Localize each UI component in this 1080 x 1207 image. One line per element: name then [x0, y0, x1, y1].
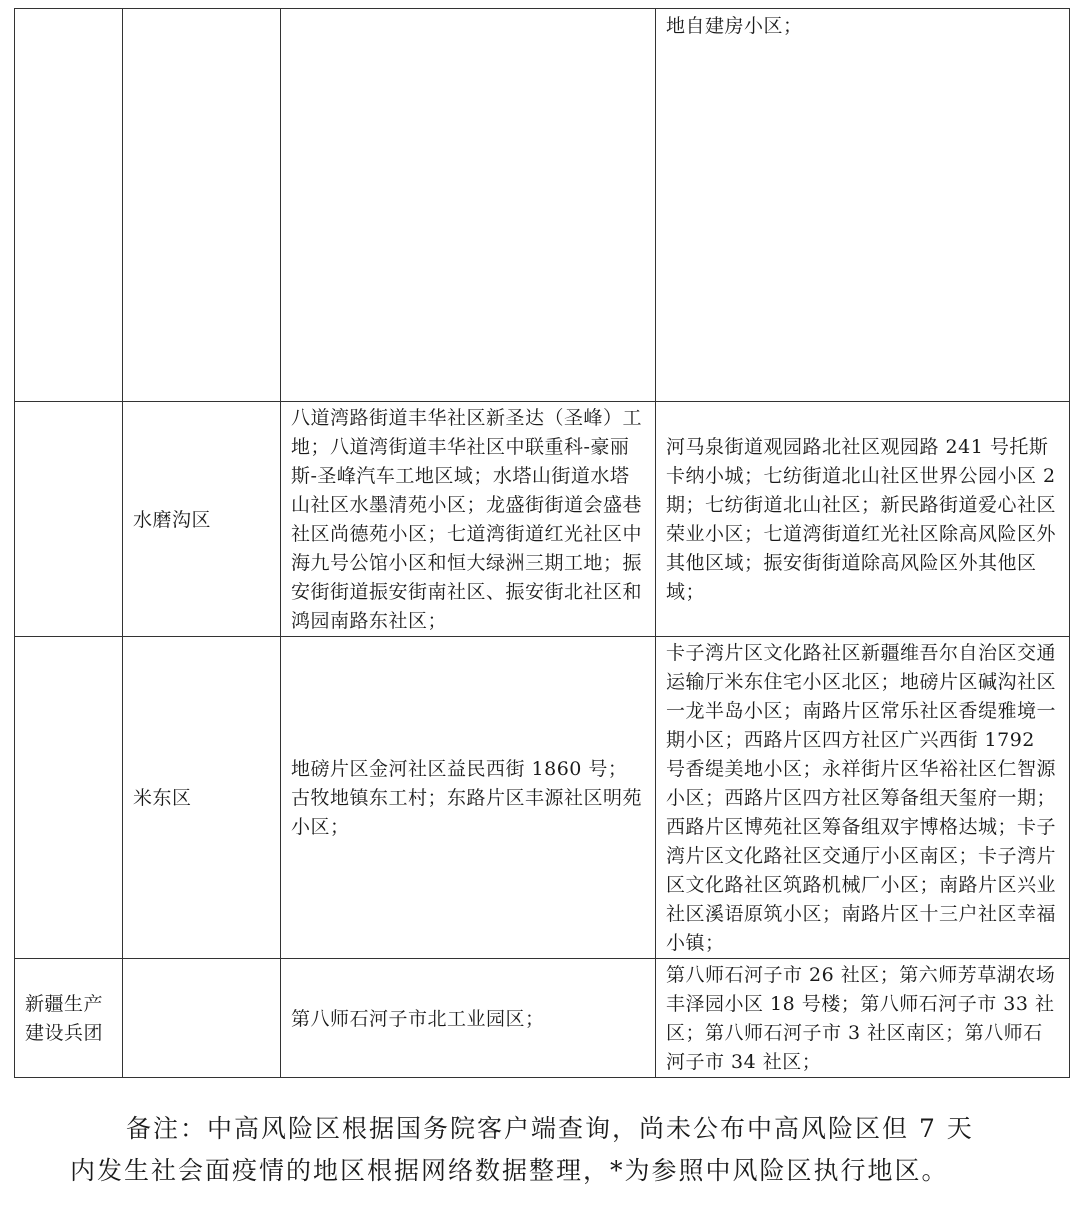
district-text [123, 9, 280, 11]
risk-area-table [14, 8, 1070, 1078]
region-text: 新疆生产建设兵团 [25, 993, 104, 1044]
mid-risk-cell [656, 959, 1070, 1078]
high-risk-text: 第八师石河子市北工业园区； [291, 1007, 545, 1030]
mid-risk-cell [656, 9, 1070, 402]
district-cell [123, 637, 281, 959]
mid-risk-text: 第八师石河子市 26 社区；第六师芳草湖农场丰泽园小区 18 号楼；第八师石河子市 33 社区；第八师石河子市 3 社区南区；第八师石河子市 34 社区； [666, 964, 1056, 1073]
mid-risk-cell [656, 402, 1070, 637]
region-cell [15, 637, 123, 959]
table-row [15, 9, 1070, 402]
high-risk-text: 八道湾路街道丰华社区新圣达（圣峰）工地；八道湾街道丰华社区中联重科-豪丽斯-圣峰汽车工地区域；水塔山街道水塔山社区水墨清苑小区；龙盛街街道会盛巷社区尚德苑小区；七道湾街道红光社区中海九号公馆小区和恒大绿洲三期工地；振安街街道振安街南社区、振安街北社区和鸿园南路东社区； [291, 407, 643, 632]
footnote-line-1: 备注：中高风险区根据国务院客户端查询，尚未公布中高风险区但 7 天 [126, 1114, 974, 1143]
risk-area-table-container [14, 8, 1069, 1078]
region-cell [15, 959, 123, 1078]
district-cell [123, 9, 281, 402]
district-cell [123, 959, 281, 1078]
region-text [15, 402, 122, 404]
high-risk-cell [281, 402, 656, 637]
region-text [15, 9, 122, 11]
footnote-line-2: 内发生社会面疫情的地区根据网络数据整理，*为参照中风险区执行地区。 [70, 1156, 949, 1185]
high-risk-text [281, 9, 655, 11]
district-cell [123, 402, 281, 637]
district-text: 水磨沟区 [133, 508, 212, 531]
footnote [70, 1108, 1030, 1192]
region-text [15, 637, 122, 639]
mid-risk-text: 河马泉街道观园路北社区观园路 241 号托斯卡纳小城；七纺街道北山社区世界公园小区 2 期；七纺街道北山社区；新民路街道爱心社区荣业小区；七道湾街道红光社区除高风险区外其他区域；振安街街道除高风险区外其他区域； [666, 436, 1057, 603]
high-risk-cell [281, 637, 656, 959]
mid-risk-cell [656, 637, 1070, 959]
high-risk-cell [281, 959, 656, 1078]
district-text: 米东区 [133, 787, 192, 809]
mid-risk-text: 地自建房小区； [666, 15, 803, 37]
table-row [15, 959, 1070, 1078]
region-cell [15, 402, 123, 637]
high-risk-cell [281, 9, 656, 402]
high-risk-text: 地磅片区金河社区益民西街 1860 号；古牧地镇东工村；东路片区丰源社区明苑小区； [291, 758, 643, 838]
region-cell [15, 9, 123, 402]
district-text [123, 1017, 280, 1019]
mid-risk-text: 卡子湾片区文化路社区新疆维吾尔自治区交通运输厅米东住宅小区北区；地磅片区碱沟社区一龙半岛小区；南路片区常乐社区香缇雅境一期小区；西路片区四方社区广兴西街 1792 号香缇美地小区；永祥街片区华裕社区仁智源小区；西路片区四方社区筹备组天玺府一期；西路片区博苑社区筹备组双宇博格达城；卡子湾片区文化路社区交通厅小区南区；卡子湾片区文化路社区筑路机械厂小区；南路片区兴业社区溪语原筑小区；南路片区十三户社区幸福小镇； [666, 642, 1057, 954]
table-row [15, 402, 1070, 637]
table-row [15, 637, 1070, 959]
